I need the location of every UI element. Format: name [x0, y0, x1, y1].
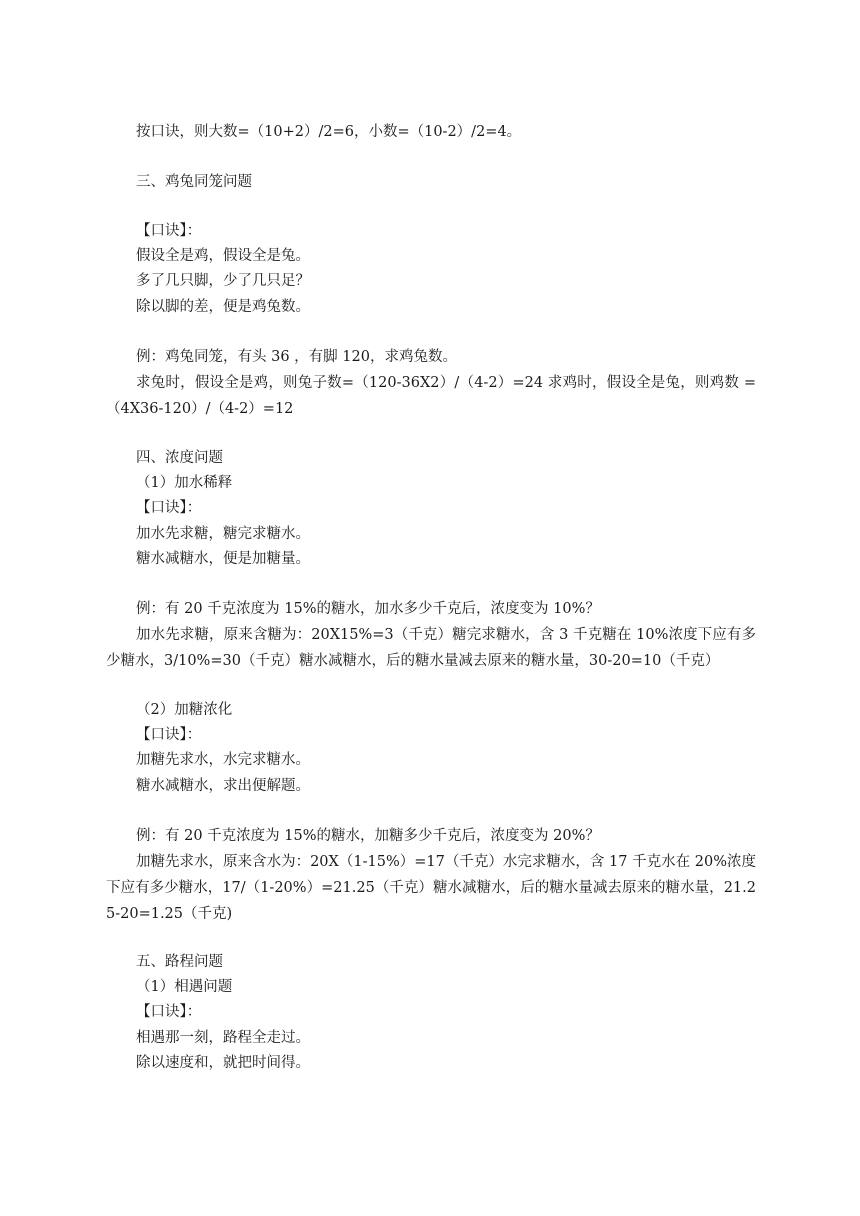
- mnemonic-line: 假设全是鸡，假设全是兔。: [136, 248, 310, 264]
- example-line: 例：有 20 千克浓度为 15%的糖水，加糖多少千克后，浓度变为 20%？: [136, 828, 600, 844]
- section-heading: 三、鸡兔同笼问题: [136, 174, 252, 190]
- mnemonic-line: 多了几只脚，少了几只足？: [136, 273, 310, 289]
- subsection-heading: （1）相遇问题: [136, 979, 233, 995]
- subsection-heading: （2）加糖浓化: [136, 702, 233, 718]
- mnemonic-label: 【口诀】：: [136, 1004, 202, 1020]
- mnemonic-line: 相遇那一刻，路程全走过。: [136, 1030, 310, 1046]
- mnemonic-line: 除以脚的差，便是鸡兔数。: [136, 299, 310, 315]
- mnemonic-line: 加水先求糖，糖完求糖水。: [136, 526, 310, 542]
- text-line: 按口诀，则大数=（10+2）/2=6，小数=（10-2）/2=4。: [136, 124, 522, 140]
- mnemonic-line: 除以速度和，就把时间得。: [136, 1055, 310, 1071]
- mnemonic-line: 加糖先求水，水完求糖水。: [136, 752, 310, 768]
- mnemonic-label: 【口诀】：: [136, 223, 202, 239]
- mnemonic-line: 糖水减糖水，便是加糖量。: [136, 551, 310, 567]
- section-heading: 四、浓度问题: [136, 450, 223, 466]
- solution-paragraph: 加糖先求水，原来含水为：20X（1-15%）=17（千克）水完求糖水，含 17 千克水在 20%浓度下应有多少糖水，17/（1-20%）=21.25（千克）糖水减糖水，后的糖水量减去原来的糖水量，21.25-20=1.25（千克): [106, 854, 756, 922]
- section-heading: 五、路程问题: [136, 954, 223, 970]
- example-line: 例：有 20 千克浓度为 15%的糖水，加水多少千克后，浓度变为 10%？: [136, 601, 600, 617]
- example-line: 例：鸡兔同笼，有头 36 ，有脚 120，求鸡兔数。: [136, 349, 457, 365]
- mnemonic-line: 糖水减糖水，求出便解题。: [136, 778, 310, 794]
- solution-paragraph: 加水先求糖，原来含糖为：20X15%=3（千克）糖完求糖水，含 3 千克糖在 10%浓度下应有多少糖水，3/10%=30（千克）糖水减糖水，后的糖水量减去原来的糖水量，30-20=10（千克）: [106, 627, 756, 669]
- mnemonic-label: 【口诀】：: [136, 727, 202, 743]
- solution-paragraph: 求兔时，假设全是鸡，则兔子数=（120-36X2）/（4-2）=24 求鸡时，假设全是兔，则鸡数 =（4X36-120）/（4-2）=12: [106, 375, 756, 417]
- subsection-heading: （1）加水稀释: [136, 475, 233, 491]
- mnemonic-label: 【口诀】：: [136, 500, 202, 516]
